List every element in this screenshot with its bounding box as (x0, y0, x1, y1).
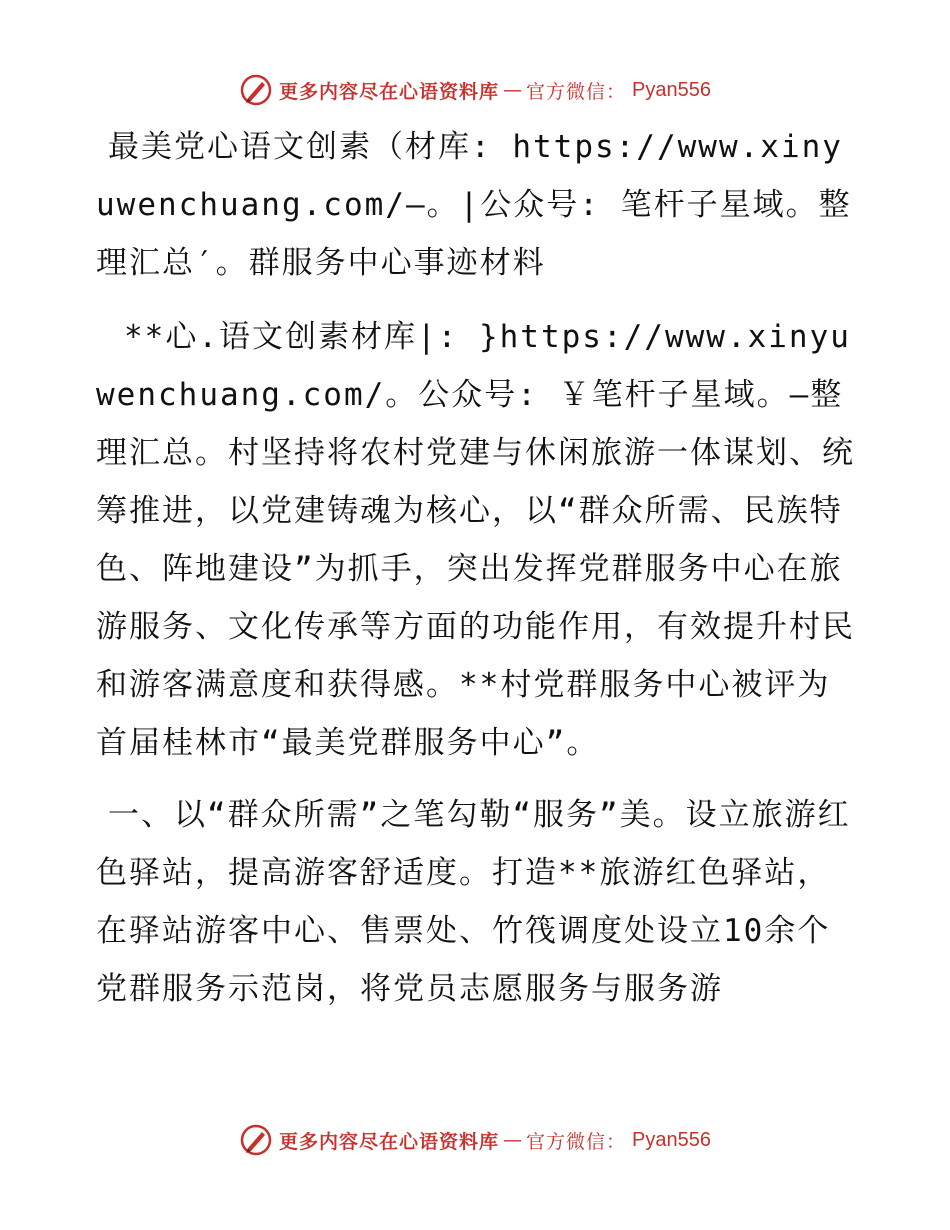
pen-logo-icon (239, 73, 273, 107)
banner-wechat-label: 官方微信： (526, 1130, 627, 1153)
header-watermark-banner (0, 70, 950, 110)
banner-separator: — (503, 79, 523, 101)
banner-slogan: 更多内容尽在心语资料库 (279, 80, 500, 103)
banner-separator: — (503, 1129, 523, 1151)
banner-wechat-id: Pyan556 (632, 1128, 711, 1151)
document-body (96, 118, 856, 1018)
banner-slogan: 更多内容尽在心语资料库 (279, 1130, 500, 1153)
document-paragraph: **心.语文创素材库|: }https://www.xinyuwenchuang.com/。公众号: ￥笔杆子星域。—整理汇总。村坚持将农村党建与休闲旅游一体谋划、统筹推进，以党建铸魂为核心，以“群众所需、民族特色、阵地建设”为抓手，突出发挥党群服务中心在旅游服务、文化传承等方面的功能作用，有效提升村民和游客满意度和获得感。**村党群服务中心被评为首届桂林市“最美党群服务中心”。 (96, 319, 855, 761)
document-paragraph: 一、以“群众所需”之笔勾勒“服务”美。设立旅游红色驿站，提高游客舒适度。打造**旅游红色驿站，在驿站游客中心、售票处、竹筏调度处设立10余个党群服务示范岗，将党员志愿服务与服务游 (96, 797, 851, 1007)
footer-watermark-banner (0, 1120, 950, 1160)
pen-logo-icon (239, 1123, 273, 1157)
banner-wechat-label: 官方微信： (526, 80, 627, 103)
banner-wechat-id: Pyan556 (632, 78, 711, 101)
document-paragraph: 最美党心语文创素（材库: https://www.xinyuwenchuang.com/—。|公众号: 笔杆子星域。整理汇总′。群服务中心事迹材料 (96, 129, 852, 281)
